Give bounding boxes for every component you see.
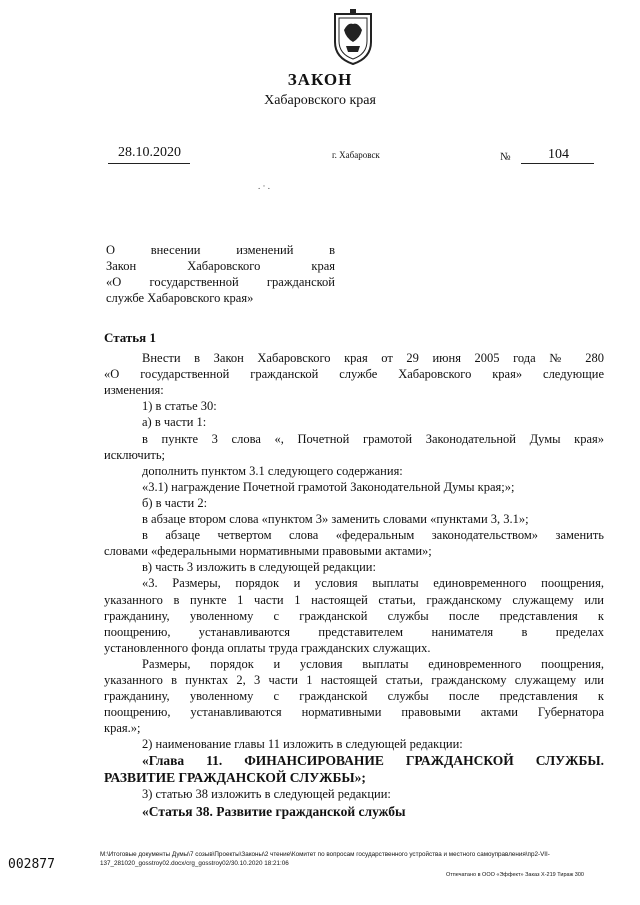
article-1-heading: Статья 1 (104, 330, 156, 345)
law-subject (106, 242, 335, 306)
article-38-heading: «Статья 38. Развитие гражданской службы (142, 803, 406, 819)
document-date: 28.10.2020 (118, 145, 181, 160)
body-line: в абзаце четвертом слова «федеральным законодательством» заменить (142, 528, 604, 543)
file-path: M:\Итоговые документы Думы\7 созыв\Проекты\Законы\2 чтение\Комитет по вопросам государственного устройства и местного самоуправления\пр2-VII-137_281020_gosstroy02.docx/crg_gosstroy02/30.10.2020 18:21:06 (100, 851, 550, 867)
document-number: 104 (548, 147, 569, 162)
body-line: в пункте 3 слова «, Почетной грамотой Законодательной Думы края» (142, 431, 604, 446)
body-line: установленного фонда оплаты труда гражданских служащих. (104, 640, 431, 655)
scan-dots: . · . (258, 181, 270, 191)
body-line: исключить; (104, 447, 166, 462)
body-line: гражданину, уволенному с гражданской службы после представления к (104, 689, 604, 704)
document-subtitle: Хабаровского края (264, 93, 376, 108)
body-line: изменения: (104, 383, 164, 398)
coat-of-arms-icon (330, 8, 376, 66)
subject-line-1: О внесении изменений в (106, 243, 335, 257)
body-line: поощрению, устанавливаются нормативными правовыми актами Губернатора (104, 705, 604, 720)
law-body (104, 330, 604, 820)
subject-line-2: Закон Хабаровского края (106, 259, 336, 273)
subject-line-3: «О государственной гражданской (106, 275, 335, 289)
body-line: «3. Размеры, порядок и условия выплаты единовременного поощрения, (142, 576, 604, 591)
number-sign: № (500, 151, 511, 163)
body-line: указанного в пункте 1 части 1 настоящей статьи, гражданскому служащему или (104, 592, 604, 607)
body-line: 1) в статье 30: (142, 399, 217, 414)
date-underline (108, 163, 190, 164)
body-line: края.»; (104, 721, 141, 736)
chapter-11-heading: «Глава 11. ФИНАНСИРОВАНИЕ ГРАЖДАНСКОЙ СЛУЖБЫ. (142, 753, 604, 769)
print-info: Отпечатано в ООО «Эффект» Заказ Х-219 Тираж 300 (446, 872, 584, 878)
body-line: а) в части 1: (142, 415, 207, 430)
body-line: 2) наименование главы 11 изложить в следующей редакции: (142, 737, 463, 752)
body-line: 3) статью 38 изложить в следующей редакции: (142, 787, 391, 802)
body-line: Размеры, порядок и условия выплаты единовременного поощрения, (142, 656, 604, 671)
subject-line-4: службе Хабаровского края» (106, 291, 254, 305)
chapter-11-heading-cont: РАЗВИТИЕ ГРАЖДАНСКОЙ СЛУЖБЫ»; (104, 770, 366, 786)
body-line: указанного в пунктах 2, 3 части 1 настоящей статьи, гражданскому служащему или (104, 672, 604, 687)
body-line: в абзаце втором слова «пунктом 3» заменить словами «пунктами 3, 3.1»; (142, 512, 529, 527)
number-underline (521, 163, 594, 164)
body-line: б) в части 2: (142, 495, 208, 510)
document-title: ЗАКОН (287, 70, 353, 89)
body-line: поощрению, устанавливаются представителем нанимателя в пределах (104, 624, 604, 639)
body-line: «О государственной гражданской службе Хабаровского края» следующие (104, 367, 604, 382)
body-line: Внести в Закон Хабаровского края от 29 июня 2005 года № 280 (142, 351, 604, 366)
body-line: словами «федеральными нормативными правовыми актами»; (104, 544, 432, 559)
body-line: в) часть 3 изложить в следующей редакции: (142, 560, 376, 575)
body-line: «3.1) награждение Почетной грамотой Законодательной Думы края;»; (142, 479, 515, 494)
document-city: г. Хабаровск (332, 150, 380, 160)
body-line: гражданину, уволенному с гражданской службы после представления к (104, 608, 604, 623)
body-line: дополнить пунктом 3.1 следующего содержания: (142, 463, 403, 478)
document-id: 002877 (8, 857, 55, 872)
